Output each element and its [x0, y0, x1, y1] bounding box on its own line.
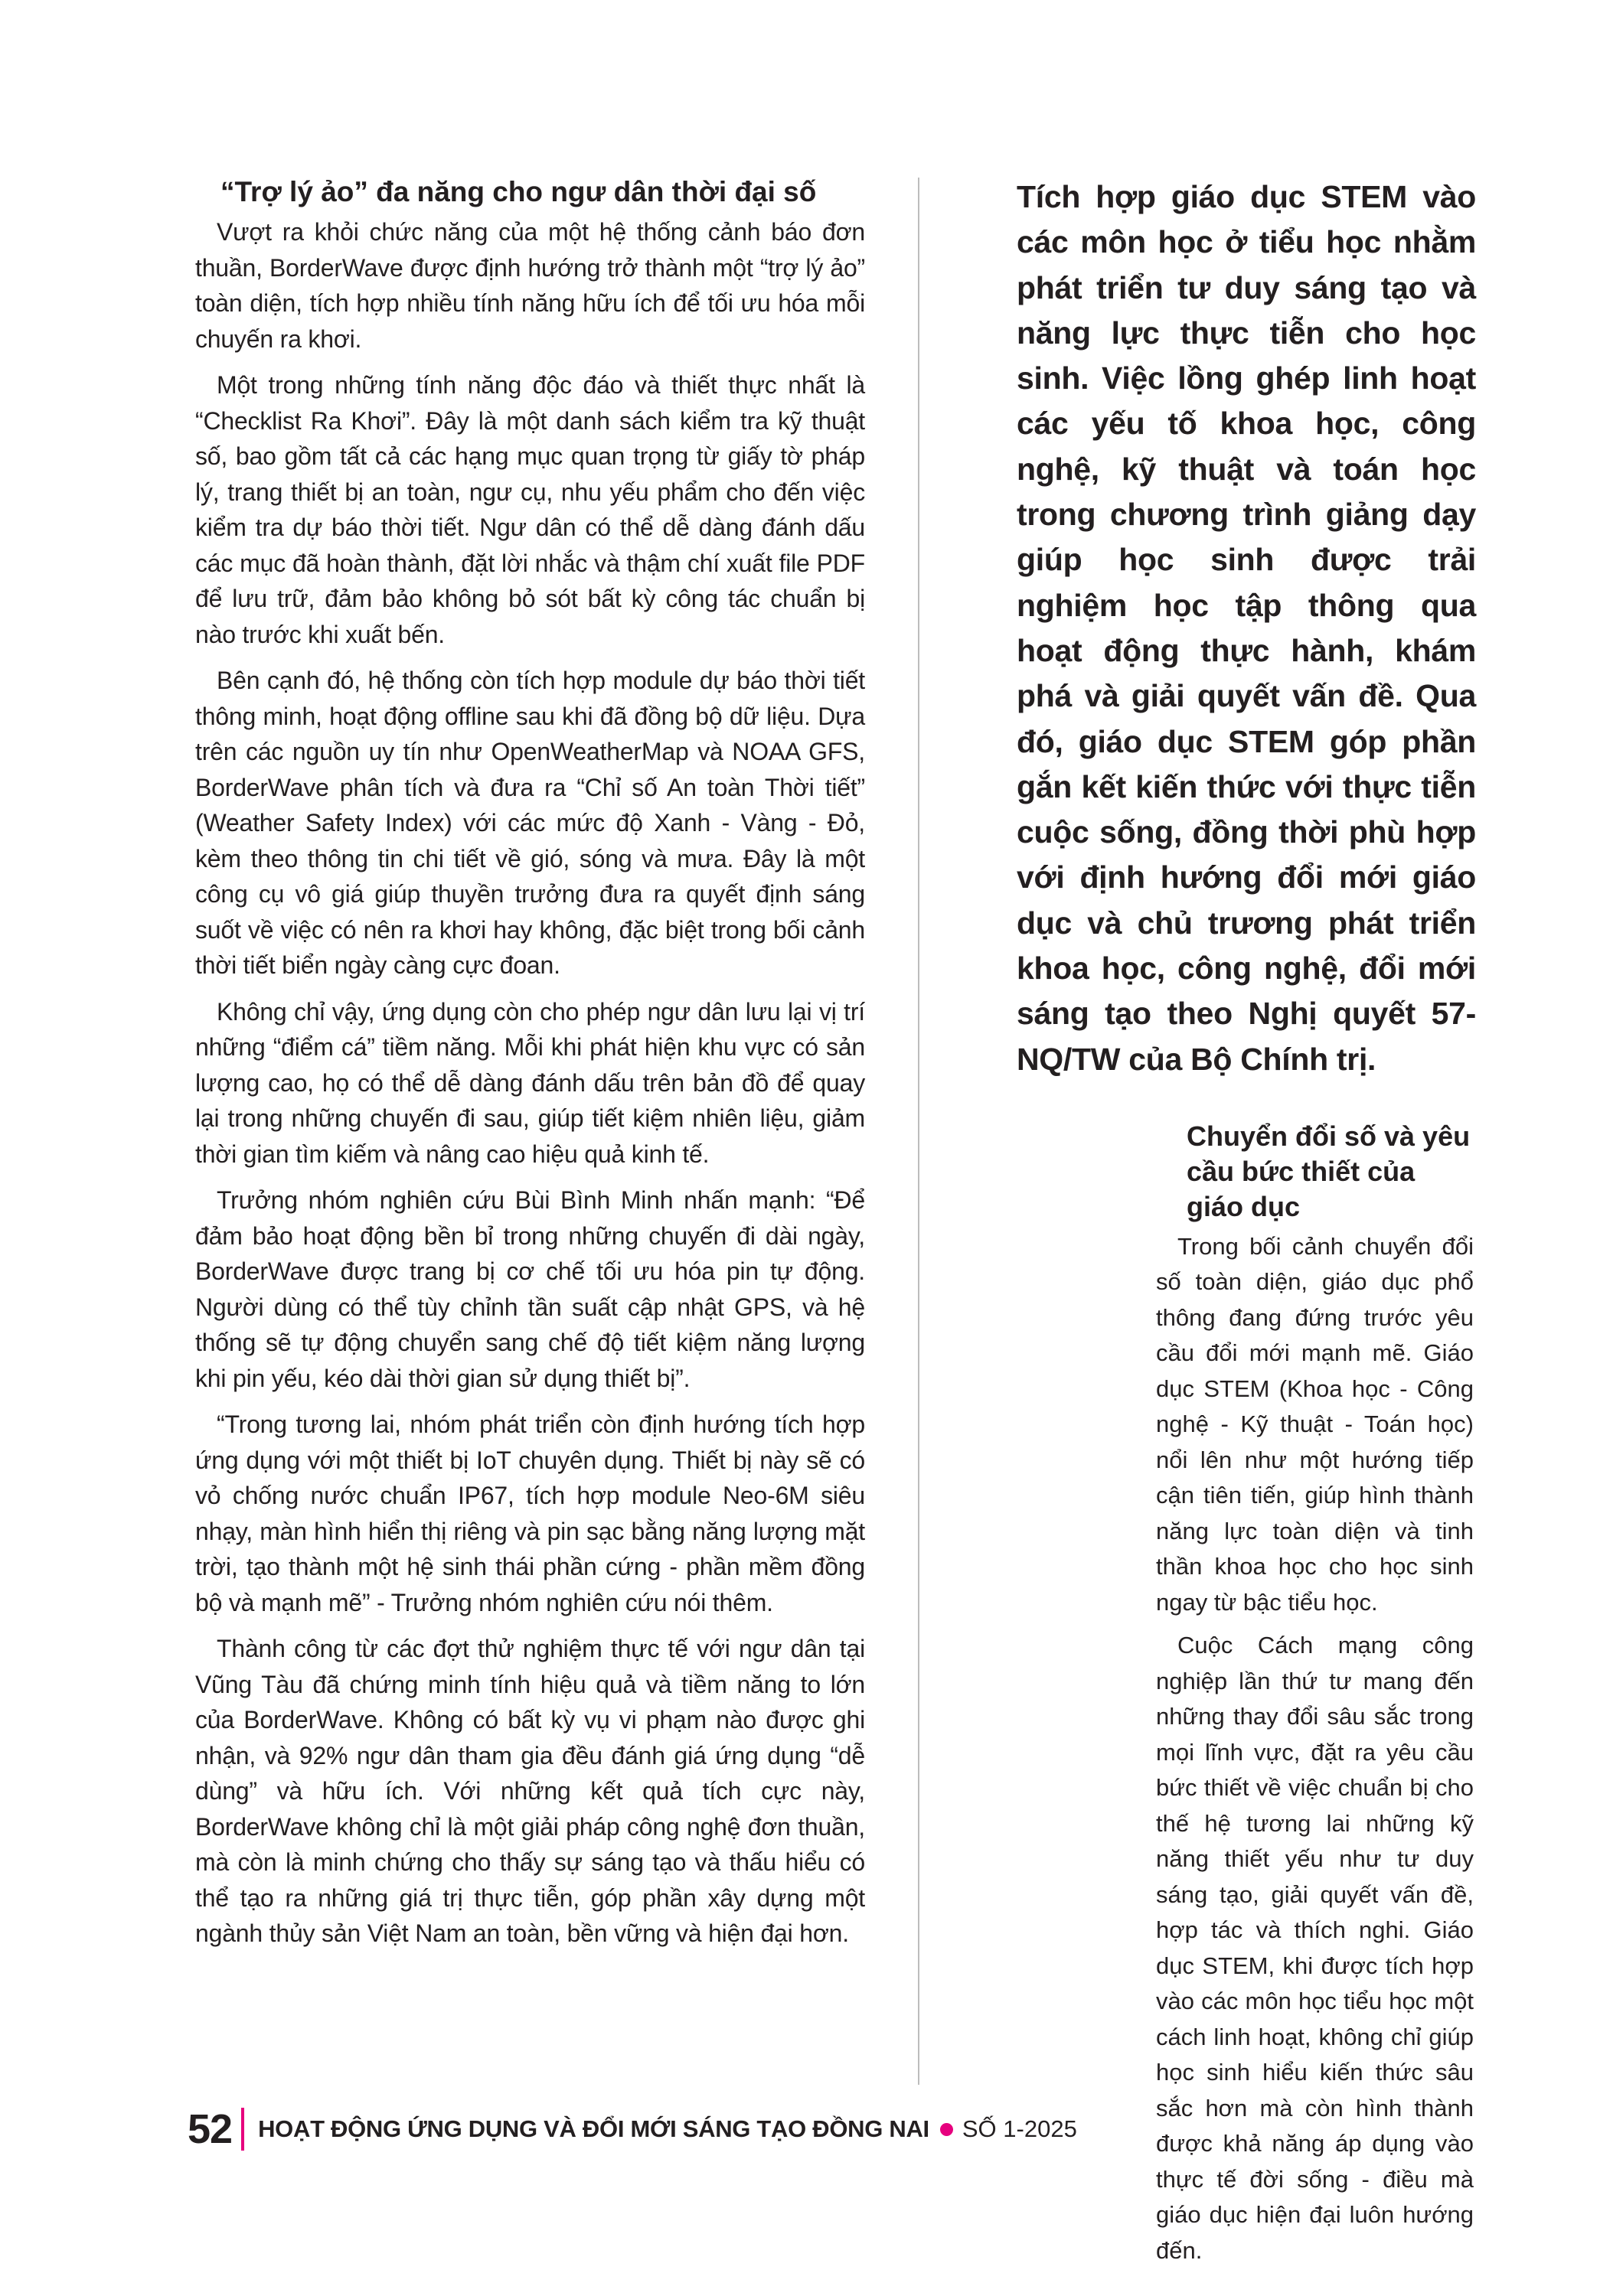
page-number: 52 — [188, 2106, 233, 2152]
body-paragraph: Trưởng nhóm nghiên cứu Bùi Bình Minh nhấn mạnh: “Để đảm bảo hoạt động bền bỉ trong những chuyến đi dài ngày, BorderWave được trang bị cơ chế tối ưu hóa pin tự động. Người dùng có thể tùy chỉnh tần suất cập nhật GPS, và hệ thống sẽ tự động chuyển sang chế độ tiết kiệm năng lượng khi pin yếu, kéo dài thời gian sử dụng thiết bị”. — [195, 1186, 865, 1392]
body-paragraph: Trong bối cảnh chuyển đổi số toàn diện, giáo dục phổ thông đang đứng trước yêu cầu đổi mới mạnh mẽ. Giáo dục STEM (Khoa học - Công nghệ - Kỹ thuật - Toán học) nổi lên như một hướng tiếp cận tiên tiến, giúp hình thành năng lực toàn diện và tinh thần khoa học cho học sinh ngay từ bậc tiểu học. — [1156, 1232, 1474, 1616]
body-paragraph: “Trong tương lai, nhóm phát triển còn định hướng tích hợp ứng dụng với một thiết bị IoT chuyên dụng. Thiết bị này sẽ có vỏ chống nước chuẩn IP67, tích hợp module Neo-6M siêu nhạy, màn hình hiển thị riêng và pin sạc bằng năng lượng mặt trời, tạo thành một hệ sinh thái phần cứng - phần mềm đồng bộ và mạnh mẽ” - Trưởng nhóm nghiên cứu nói thêm. — [195, 1411, 865, 1616]
body-paragraph: Không chỉ vậy, ứng dụng còn cho phép ngư dân lưu lại vị trí những “điểm cá” tiềm năng. Mỗi khi phát hiện khu vực có sản lượng cao, họ có thể dễ dàng đánh dấu trên bản đồ để quay lại trong những chuyến đi sau, giúp tiết kiệm nhiên liệu, giảm thời gian tìm kiếm và nâng cao hiệu quả kinh tế. — [195, 997, 865, 1168]
left-column — [195, 174, 865, 1962]
bullet-dot-icon — [940, 2123, 953, 2136]
sub-article — [1156, 1119, 1474, 2269]
right-column — [1017, 174, 1476, 2276]
section-heading-virtual-assistant: “Trợ lý ảo” đa năng cho ngư dân thời đại số — [220, 176, 817, 207]
footer-accent-bar — [241, 2108, 244, 2151]
body-paragraph: Thành công từ các đợt thử nghiệm thực tế với ngư dân tại Vũng Tàu đã chứng minh tính hiệu quả và tiềm năng to lớn của BorderWave. Không có bất kỳ vụ vi phạm nào được ghi nhận, và 92% ngư dân tham gia đều đánh giá ứng dụng “dễ dùng” và hữu ích. Với những kết quả tích cực này, BorderWave không chỉ là một giải pháp công nghệ đơn thuần, mà còn là minh chứng cho thấy sự sáng tạo và thấu hiểu có thể tạo ra những giá trị thực tiễn, góp phần xây dựng một ngành thủy sản Việt Nam an toàn, bền vững và hiện đại hơn. — [195, 1635, 865, 1947]
body-paragraph: Cuộc Cách mạng công nghiệp lần thứ tư mang đến những thay đổi sâu sắc trong mọi lĩnh vực, đặt ra yêu cầu bức thiết về việc chuẩn bị cho thế hệ tương lai những kỹ năng thiết yếu như tư duy sáng tạo, giải quyết vấn đề, hợp tác và thích nghi. Giáo dục STEM, khi được tích hợp vào các môn học tiểu học một cách linh hoạt, không chỉ giúp học sinh hiểu kiến thức sâu sắc hơn mà còn hình thành được khả năng áp dụng vào thực tế đời sống - điều mà giáo dục hiện đại luôn hướng đến. — [1156, 1632, 1474, 2264]
section-heading-digital-transformation: Chuyển đổi số và yêu cầu bức thiết của giáo dục — [1187, 1120, 1471, 1222]
body-paragraph: Bên cạnh đó, hệ thống còn tích hợp module dự báo thời tiết thông minh, hoạt động offline sau khi đã đồng bộ dữ liệu. Dựa trên các nguồn uy tín như OpenWeatherMap và NOAA GFS, BorderWave phân tích và đưa ra “Chỉ số An toàn Thời tiết” (Weather Safety Index) với các mức độ Xanh - Vàng - Đỏ, kèm theo thông tin chi tiết về gió, sóng và mưa. Đây là một công cụ vô giá giúp thuyền trưởng đưa ra quyết định sáng suốt về việc có nên ra khơi hay không, đặc biệt trong bối cảnh thời tiết biển ngày càng cực đoan. — [195, 667, 865, 979]
column-divider — [918, 178, 919, 2085]
article-lead: Tích hợp giáo dục STEM vào các môn học ở tiểu học nhằm phát triển tư duy sáng tạo và năng lực thực tiễn cho học sinh. Việc lồng ghép linh hoạt các yếu tố khoa học, công nghệ, kỹ thuật và toán học trong chương trình giảng dạy giúp học sinh được trải nghiệm học tập thông qua hoạt động thực hành, khám phá và giải quyết vấn đề. Qua đó, giáo dục STEM góp phần gắn kết kiến thức với thực tiễn cuộc sống, đồng thời phù hợp với định hướng đổi mới giáo dục và chủ trương phát triển khoa học, công nghệ, đổi mới sáng tạo theo Nghị quyết 57-NQ/TW của Bộ Chính trị. — [1017, 179, 1476, 1077]
page-footer — [188, 2106, 1077, 2152]
body-paragraph: Vượt ra khỏi chức năng của một hệ thống cảnh báo đơn thuần, BorderWave được định hướng trở thành một “trợ lý ảo” toàn diện, tích hợp nhiều tính năng hữu ích để tối ưu hóa mỗi chuyến ra khơi. — [195, 218, 865, 353]
magazine-title: HOẠT ĐỘNG ỨNG DỤNG VÀ ĐỔI MỚI SÁNG TẠO ĐỒNG NAI — [258, 2115, 929, 2142]
body-paragraph: Một trong những tính năng độc đáo và thiết thực nhất là “Checklist Ra Khơi”. Đây là một danh sách kiểm tra kỹ thuật số, bao gồm tất cả các hạng mục quan trọng từ giấy tờ pháp lý, trang thiết bị an toàn, ngư cụ, nhu yếu phẩm cho đến việc kiểm tra dự báo thời tiết. Ngư dân có thể dễ dàng đánh dấu các mục đã hoàn thành, đặt lời nhắc và thậm chí xuất file PDF để lưu trữ, đảm bảo không bỏ sót bất kỳ công tác chuẩn bị nào trước khi xuất bến. — [195, 371, 865, 648]
issue-number: SỐ 1-2025 — [962, 2115, 1077, 2142]
